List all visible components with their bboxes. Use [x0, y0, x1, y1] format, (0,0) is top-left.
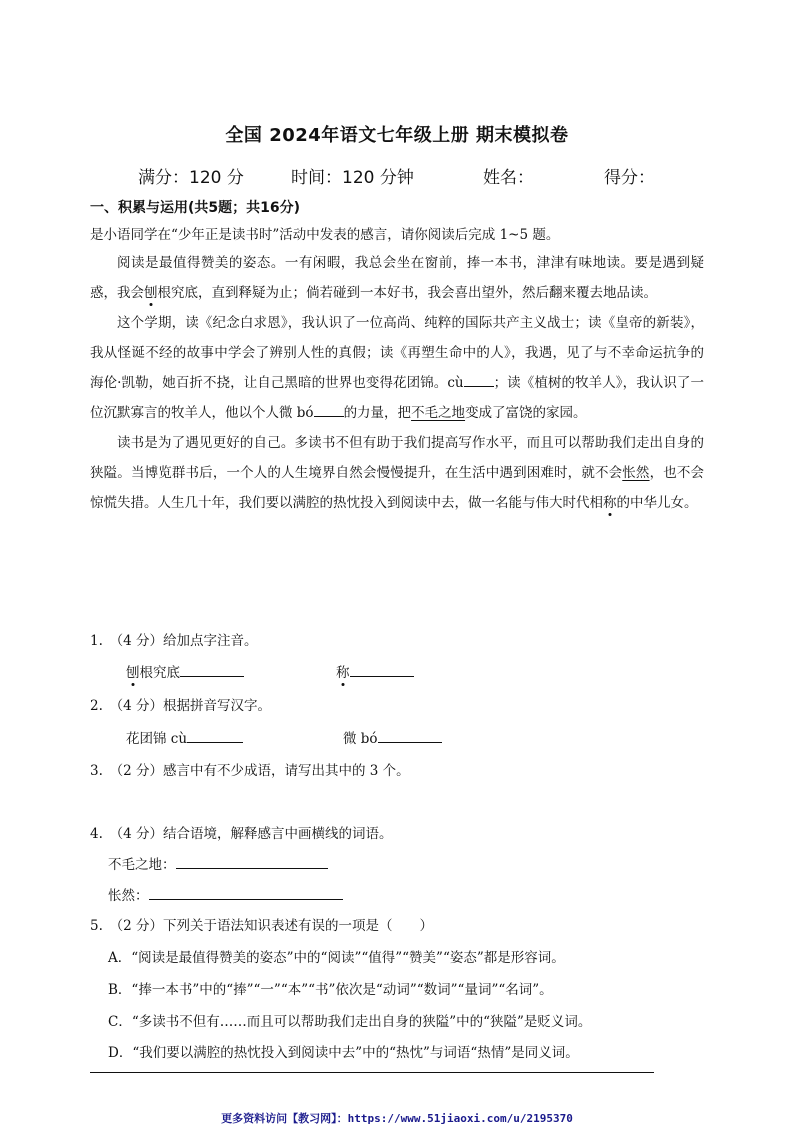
- q5-option-d[interactable]: D．“我们要以满腔的热忱投入到阅读中去”中的“热忱”与词语“热情”是同义词。: [108, 1045, 579, 1061]
- intro-text: 是小语同学在“少年正是读书时”活动中发表的感言，请你阅读后完成 1~5 题。: [90, 227, 560, 243]
- section-heading: 一、积累与运用(共5题；共16分): [90, 200, 301, 216]
- footer-link[interactable]: 更多资料访问【教习网】：https://www.51jiaoxi.com/u/2195370: [221, 1112, 573, 1125]
- passage: [90, 248, 704, 518]
- full-score: 满分：120 分: [138, 168, 244, 188]
- q1-item-2: 称: [336, 661, 414, 681]
- answer-blank[interactable]: [350, 662, 414, 677]
- page-title: 全国 2024年语文七年级上册 期末模拟卷: [225, 125, 569, 146]
- question-1: 1. （4 分）给加点字注音。: [90, 633, 258, 649]
- passage-paragraph-3: 读书是为了遇见更好的自己。多读书不但有助于我们提高写作水平，而且可以帮助我们走出自身的狭隘。当博览群书后，一个人的人生境界自然会慢慢提升，在生活中遇到困难时，就不会怅然，也不会惊慌失措。人生几十年，我们要以满腔的热忱投入到阅读中去，做一名能与伟大时代相称的中华儿女。: [90, 435, 705, 511]
- answer-blank[interactable]: [378, 728, 442, 743]
- q2-item-1: 花团锦 cù: [126, 727, 243, 747]
- answer-blank[interactable]: [180, 662, 244, 677]
- question-4: 4. （4 分）结合语境，解释感言中画横线的词语。: [90, 826, 393, 842]
- passage-paragraph-2: 这个学期，读《纪念白求恩》，我认识了一位高尚、纯粹的国际共产主义战士；读《皇帝的新装》，我从怪诞不经的故事中学会了辨别人性的真假；读《再塑生命中的人》，我遇，见了与不幸命运抗争的海伦·凯勒，她百折不挠，让自己黑暗的世界也变得花团锦。cù ；读《植树的牧羊人》，我认识了一位沉默寡言的牧羊人，他以个人微 bó 的力量，把不毛之地变成了富饶的家园。: [90, 315, 705, 421]
- q4-item-2: 怅然：: [108, 884, 343, 904]
- question-2: 2. （4 分）根据拼音写汉字。: [90, 698, 272, 714]
- q5-option-a[interactable]: A．“阅读是最值得赞美的姿态”中的“阅读”“值得”“赞美”“姿态”都是形容词。: [108, 950, 565, 966]
- answer-blank[interactable]: [314, 402, 344, 417]
- answer-blank[interactable]: [187, 728, 243, 743]
- answer-blank[interactable]: [176, 854, 328, 869]
- passage-paragraph-1: 阅读是最值得赞美的姿态。一有闲暇，我总会坐在窗前，捧一本书，津津有味地读。要是遇到疑惑，我会刨根究底，直到释疑为止；倘若碰到一本好书，我会喜出望外，然后翻来覆去地品读。: [90, 255, 704, 301]
- q1-item-1: 刨根究底: [126, 661, 244, 681]
- q5-option-c[interactable]: C．“多读书不但有……而且可以帮助我们走出自身的狭隘”中的“狭隘”是贬义词。: [108, 1014, 592, 1030]
- score-label: 得分：: [604, 168, 655, 188]
- name-label: 姓名：: [483, 168, 534, 188]
- time-limit: 时间：120 分钟: [291, 168, 414, 188]
- divider: [90, 1072, 654, 1073]
- q5-option-b[interactable]: B．“捧一本书”中的“捧”“一”“本”“书”依次是“动词”“数词”“量词”“名词”。: [108, 982, 553, 998]
- question-3: 3. （2 分）感言中有不少成语，请写出其中的 3 个。: [90, 763, 410, 779]
- q4-item-1: 不毛之地：: [108, 853, 328, 873]
- q2-item-2: 微 bó: [343, 727, 442, 747]
- answer-blank[interactable]: [464, 372, 494, 387]
- question-5: 5. （2 分）下列关于语法知识表述有误的一项是（ ）: [90, 918, 434, 934]
- answer-blank[interactable]: [149, 885, 343, 900]
